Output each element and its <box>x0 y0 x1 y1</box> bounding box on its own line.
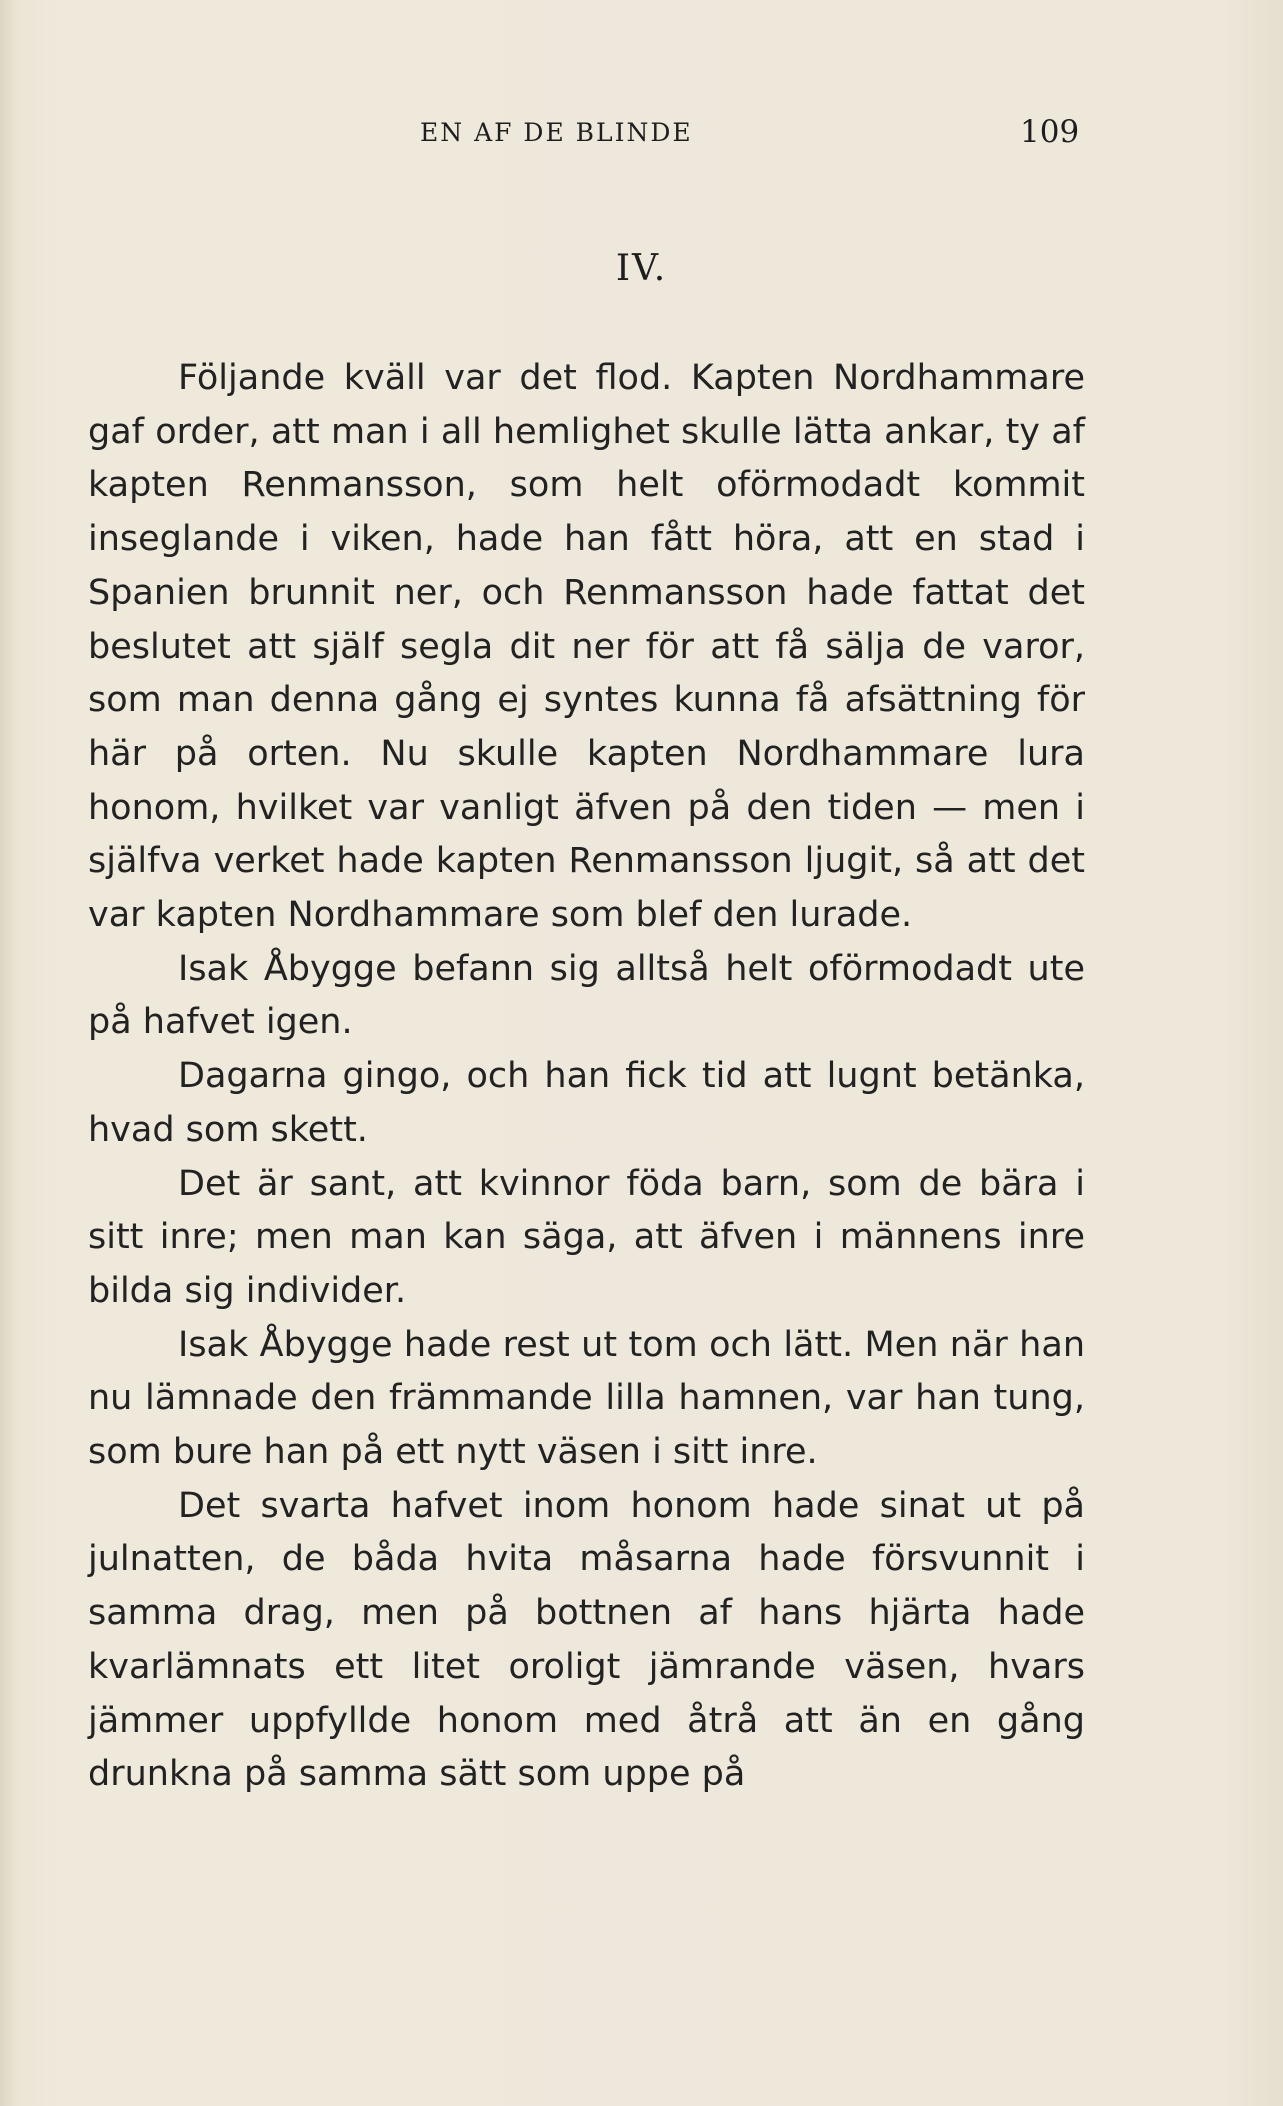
paragraph: Isak Åbygge befann sig alltså helt oförmodadt ute på hafvet igen. <box>88 948 1085 1043</box>
paragraph: Det svarta hafvet inom honom hade sinat ut på julnatten, de båda hvita måsarna hade försvunnit i samma drag, men på bottnen af hans hjärta hade kvarlämnats ett litet oroligt jämrande väsen, hvars jämmer uppfyllde honom med åtrå att än en gång drunkna på samma sätt som uppe på <box>88 1485 1085 1795</box>
chapter-heading: IV. <box>615 248 668 289</box>
running-title: EN AF DE BLINDE <box>420 118 693 147</box>
paragraph: Det är sant, att kvinnor föda barn, som de bära i sitt inre; men man kan säga, att äfven i männens inre bilda sig individer. <box>88 1163 1085 1311</box>
paragraph: Isak Åbygge hade rest ut tom och lätt. Men när han nu lämnade den främmande lilla hamnen, var han tung, som bure han på ett nytt väsen i sitt inre. <box>88 1324 1085 1473</box>
body-text <box>88 352 1085 1802</box>
paragraph: Följande kväll var det flod. Kapten Nordhammare gaf order, att man i all hemlighet skulle lätta ankar, ty af kapten Renmansson, som helt oförmodadt kommit inseglande i viken, hade han fått höra, att en stad i Spanien brunnit ner, och Renmansson hade fattat det beslutet att själf segla dit ner för att få sälja de varor, som man denna gång ej syntes kunna få afsättning för här på orten. Nu skulle kapten Nordhammare lura honom, hvilket var vanligt äfven på den tiden — men i själfva verket hade kapten Renmansson ljugit, så att det var kapten Nordhammare som blef den lurade. <box>88 358 1085 936</box>
paragraph: Dagarna gingo, och han fick tid att lugnt betänka, hvad som skett. <box>88 1056 1085 1150</box>
page-number: 109 <box>1020 114 1080 150</box>
